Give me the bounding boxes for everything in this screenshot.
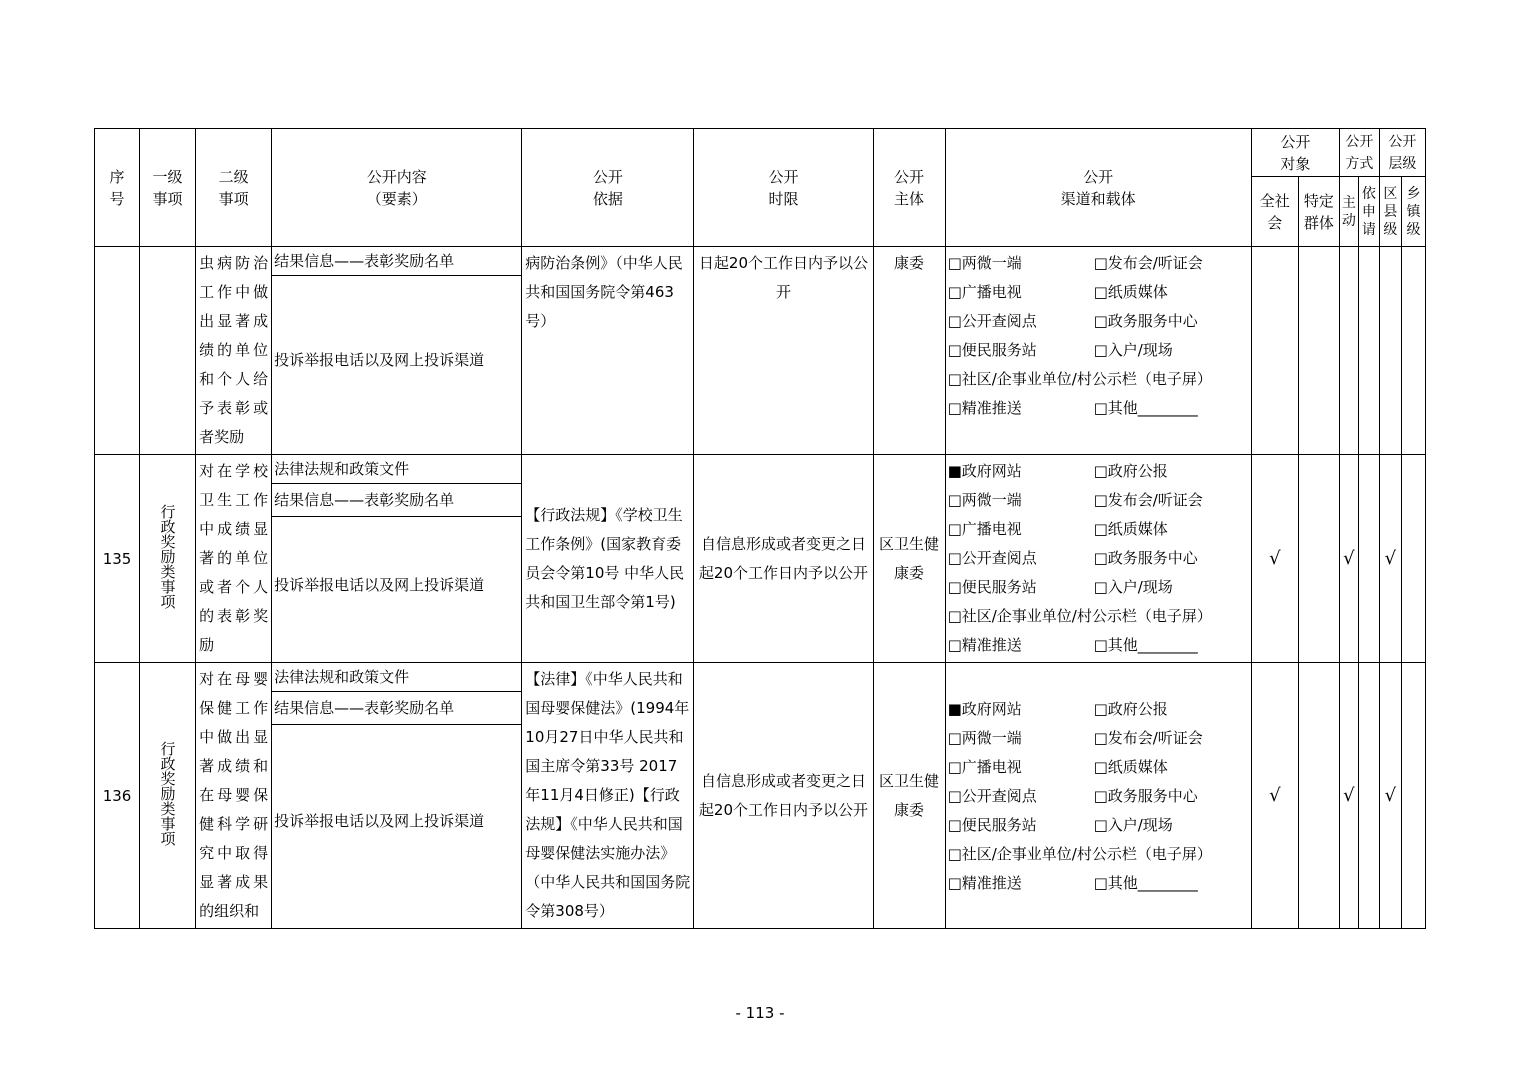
row-time-limit: 日起20个工作日内予以公开	[694, 247, 873, 455]
row-seq: 136	[95, 663, 140, 929]
row-seq	[95, 247, 140, 455]
header-level2: 二级 事项	[196, 129, 272, 247]
row-target-specific	[1298, 455, 1339, 663]
channel-line: □公开查阅点 □政务服务中心	[947, 312, 1198, 330]
header-target-all: 全社 会	[1251, 177, 1298, 247]
content-item: 投诉举报电话以及网上投诉渠道	[274, 351, 485, 369]
header-target-specific: 特定 群体	[1298, 177, 1339, 247]
row-target-specific	[1298, 663, 1339, 929]
row-level-district: √	[1379, 455, 1401, 663]
channel-line: □便民服务站 □入户/现场	[947, 341, 1173, 359]
header-method-apply: 依 申 请	[1358, 177, 1379, 247]
channel-line: □精准推送 □其他________	[947, 399, 1198, 417]
header-method-active: 主 动	[1339, 177, 1358, 247]
header-time-limit: 公开 时限	[694, 129, 873, 247]
header-subject: 公开 主体	[873, 129, 945, 247]
row-basis: 病防治条例》（中华人民共和国国务院令第463号）	[522, 247, 694, 455]
channel-line: □广播电视 □纸质媒体	[947, 520, 1168, 538]
row-level-district	[1379, 247, 1401, 455]
header-channels: 公开 渠道和载体	[945, 129, 1251, 247]
row-method-apply	[1358, 663, 1379, 929]
content-item: 结果信息——表彰奖励名单	[272, 247, 521, 276]
channel-line: □精准推送 □其他________	[947, 874, 1198, 892]
channel-line: □便民服务站 □入户/现场	[947, 578, 1173, 596]
row-level2: 虫病防治工作中做出显著成绩的单位和个人给予表彰或者奖励	[196, 247, 272, 455]
channel-line: □公开查阅点 □政务服务中心	[947, 549, 1198, 567]
channel-line: □公开查阅点 □政务服务中心	[947, 787, 1198, 805]
row-method-active: √	[1339, 455, 1358, 663]
channel-line: □社区/企事业单位/村公示栏（电子屏）	[947, 845, 1212, 863]
row-time-limit: 自信息形成或者变更之日起20个工作日内予以公开	[694, 455, 873, 663]
channel-line: ■政府网站 □政府公报	[947, 462, 1168, 480]
row-contents	[272, 247, 522, 455]
table-row	[95, 247, 1426, 455]
row-method-apply	[1358, 247, 1379, 455]
channel-line: □便民服务站 □入户/现场	[947, 816, 1173, 834]
row-contents	[272, 663, 522, 929]
channel-line: □广播电视 □纸质媒体	[947, 758, 1168, 776]
row-method-apply	[1358, 455, 1379, 663]
header-basis: 公开 依据	[522, 129, 694, 247]
header-level-district: 区 县 级	[1379, 177, 1401, 247]
row-level1: 行政奖励类事项	[140, 663, 196, 929]
header-target: 公开 对象	[1251, 129, 1339, 177]
row-target-specific	[1298, 247, 1339, 455]
row-level-town	[1401, 663, 1425, 929]
disclosure-table	[94, 128, 1426, 929]
row-method-active: √	[1339, 663, 1358, 929]
header-level-town: 乡 镇 级	[1401, 177, 1425, 247]
header-level: 公开 层级	[1379, 129, 1425, 177]
content-item: 投诉举报电话以及网上投诉渠道	[274, 576, 485, 594]
row-target-all: √	[1251, 455, 1298, 663]
channel-line: □广播电视 □纸质媒体	[947, 283, 1168, 301]
row-time-limit: 自信息形成或者变更之日起20个工作日内予以公开	[694, 663, 873, 929]
header-method: 公开 方式	[1339, 129, 1379, 177]
row-target-all	[1251, 247, 1298, 455]
channel-line: ■政府网站 □政府公报	[947, 700, 1168, 718]
row-subject: 区卫生健康委	[873, 455, 945, 663]
channel-line: □两微一端 □发布会/听证会	[947, 491, 1203, 509]
table-row	[95, 455, 1426, 663]
row-level1: 行政奖励类事项	[140, 455, 196, 663]
row-level-town	[1401, 247, 1425, 455]
row-subject: 区卫生健康委	[873, 663, 945, 929]
row-basis: 【法律】《中华人民共和国母婴保健法》(1994年10月27日中华人民共和国主席令第33号 2017年11月4日修正)【行政法规】《中华人民共和国母婴保健法实施办法》（中华人民共和国国务院令第308号）	[522, 663, 694, 929]
content-item: 法律法规和政策文件	[272, 455, 521, 484]
row-basis: 【行政法规】《学校卫生工作条例》(国家教育委员会令第10号 中华人民共和国卫生部令第1号)	[522, 455, 694, 663]
row-level-district: √	[1379, 663, 1401, 929]
row-subject: 康委	[873, 247, 945, 455]
page-number: - 113 -	[735, 1004, 785, 1022]
row-contents	[272, 455, 522, 663]
content-item: 结果信息——表彰奖励名单	[272, 484, 521, 517]
header-content: 公开内容 （要素）	[272, 129, 522, 247]
row-level-town	[1401, 455, 1425, 663]
row-channels	[945, 663, 1251, 929]
channel-line: □精准推送 □其他________	[947, 636, 1198, 654]
content-item: 投诉举报电话以及网上投诉渠道	[274, 812, 485, 830]
header-level1: 一级 事项	[140, 129, 196, 247]
row-channels	[945, 455, 1251, 663]
channel-line: □两微一端 □发布会/听证会	[947, 254, 1203, 272]
channel-line: □两微一端 □发布会/听证会	[947, 729, 1203, 747]
row-level1	[140, 247, 196, 455]
table-row	[95, 663, 1426, 929]
row-method-active	[1339, 247, 1358, 455]
row-channels	[945, 247, 1251, 455]
content-item: 法律法规和政策文件	[272, 663, 521, 692]
channel-line: □社区/企事业单位/村公示栏（电子屏）	[947, 607, 1212, 625]
row-level2: 对在母婴保健工作中做出显著成绩和在母婴保健科学研究中取得显著成果的组织和	[196, 663, 272, 929]
header-seq: 序 号	[95, 129, 140, 247]
row-seq: 135	[95, 455, 140, 663]
row-level2: 对在学校卫生工作中成绩显著的单位或者个人的表彰奖励	[196, 455, 272, 663]
channel-line: □社区/企事业单位/村公示栏（电子屏）	[947, 370, 1212, 388]
content-item: 结果信息——表彰奖励名单	[272, 692, 521, 725]
row-target-all: √	[1251, 663, 1298, 929]
